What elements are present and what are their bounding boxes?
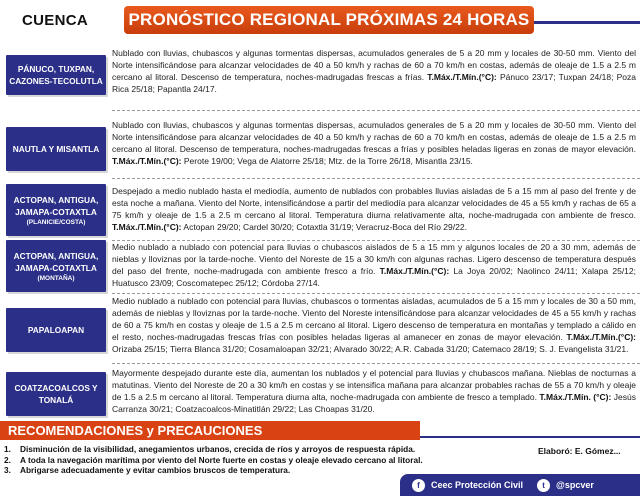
author-credit: Elaboró: E. Gómez... — [538, 446, 621, 456]
forecast-text: Nublado con lluvias, chubascos y algunas tormentas dispersas, acumulados generales de 5 a 20 mm y locales de 30-50 mm. Viento del Norte intensificándose para alcanzar velocidades de 40 a 50 km/h y rachas de 60 a 70 km/h en costas, además de oleaje de 1.5 a 2.5 m cercano al litoral. Descenso de temperatura, noches-madrugadas frescas a frías. T.Máx./T.Mín.(°C): Pánuco 23/17; Tuxpan 24/18; Poza Rica 25/18; Papantla 24/17. — [112, 48, 637, 94]
list-item: 1. Disminución de la visibilidad, anegamientos urbanos, crecida de ríos y arroyos de respuesta rápida. — [4, 444, 416, 454]
twitter-icon[interactable]: t — [537, 479, 550, 492]
org-name[interactable]: Ceec Protección Civil — [431, 480, 524, 490]
region-label: PAPALOAPAN — [6, 308, 106, 352]
forecast-row — [6, 181, 636, 239]
recommendations-divider — [420, 436, 640, 438]
region-label: ACTOPAN, ANTIGUA, JAMAPA-COTAXTLA (MONTAÑA) — [6, 240, 106, 292]
row-separator — [112, 110, 640, 111]
social-handle[interactable]: @spcver — [556, 480, 594, 490]
region-label: NAUTLA Y MISANTLA — [6, 127, 106, 171]
forecast-row — [6, 238, 636, 294]
region-label: PÁNUCO, TUXPAN, CAZONES-TECOLUTLA — [6, 55, 106, 95]
forecast-row — [6, 45, 636, 105]
recommendations-title: RECOMENDACIONES y PRECAUCIONES — [0, 421, 420, 440]
facebook-icon[interactable]: f — [412, 479, 425, 492]
basin-label: CUENCA — [22, 12, 88, 29]
forecast-text: Medio nublado a nublado con potencial para lluvias, chubascos o tormentas aisladas, acumulados de 5 a 15 mm y locales de 30 a 50 mm, además de nieblas y lloviznas por la tarde-noche. Viento del Noreste intensificándose para alcanzar velocidades de 45 a 55 km/h y rachas de 60 a 75 km/h en costas y oleaje de 1.5 a 2.5 m cercano al litoral. Ligero descenso de temperatura en montañas y templado a cálido en el resto, noches-madrugadas frescas frías con posibles heladas ligeras al amanecer en zonas de mayor elevación. T.Máx./T.Mín.(°C): Orizaba 25/15; Tierra Blanca 31/20; Cosamaloapan 32/21; Alvarado 30/22; A.R. Cabada 31/20; Catemaco 28/19; S. J. Evangelista 31/21. — [112, 296, 636, 354]
forecast-row — [6, 117, 636, 179]
recommendations-list — [4, 444, 534, 476]
list-item: 3. Abrigarse adecuadamente y evitar cambios bruscos de temperatura. — [4, 465, 291, 475]
banner-divider — [534, 21, 640, 24]
region-label: COATZACOALCOS Y TONALÁ — [6, 372, 106, 416]
forecast-text: Medio nublado a nublado con potencial para lluvias o chubascos aislados de 5 a 15 mm y algunos locales de 20 a 30 mm, además de nieblas y lloviznas por la tarde-noche. Viento del Noreste de 15 a 30 km/h con algunas rachas. Ligero descenso de temperatura después del paso del frente, noche-madrugada con ambiente fresco a frío. T.Máx./T.Mín.(°C): La Joya 20/02; Naolinco 24/11; Xalapa 25/12; Huatusco 23/09; Coscomatepec 25/12; Córdoba 27/14. — [112, 242, 636, 288]
footer-bar — [400, 474, 640, 496]
forecast-text: Despejado a medio nublado hasta el mediodía, aumento de nublados con probables lluvias aisladas de 5 a 15 mm al paso del frente y de esta noche a mañana. Viento del Norte, intensificándose a partir del mediodía para alcanzar velocidades de 45 a 55 km/h y rachas de 65 a 75 km/h y oleaje de 1.5 a 2.5 m cercano al litoral. Temperatura diurna relativamente alta, noche-madrugada con ambiente de fresco. T.Máx./T.Mín.(°C): Actopan 29/20; Cardel 30/20; Cotaxtla 31/19; Veracruz-Boca del Río 29/22. — [112, 186, 636, 232]
forecast-text: Mayormente despejado durante este día, aumentan los nublados y el potencial para lluvias y chubascos mañana. Nieblas de nocturnas a matutinas. Viento del Noreste de 20 a 30 km/h en costas y se intensifica mañana para alcanzar probables rachas de 55 a 70 km/h y oleaje de 1.5 a 2.5 m cercano al litoral. Temperatura diurna alta, noche-madrugada con ambiente de fresco a templado. T.Máx./T.Mín. (°C): Jesús Carranza 30/21; Coatzacoalcos-Minatitlán 29/22; Las Choapas 31/20. — [112, 368, 636, 414]
region-label: ACTOPAN, ANTIGUA, JAMAPA-COTAXTLA (PLANICIE/COSTA) — [6, 184, 106, 236]
list-item: 2. A toda la navegación marítima por viento del Norte fuerte en costas y oleaje elevado cercano al litoral. — [4, 454, 423, 465]
page-title: PRONÓSTICO REGIONAL PRÓXIMAS 24 HORAS — [124, 6, 534, 34]
forecast-text: Nublado con lluvias, chubascos y algunas tormentas dispersas, acumulados generales de 5 a 20 mm y locales de 30-50 mm. Viento del Norte intensificándose para alcanzar velocidades de 40 a 50 km/h y rachas de 60 a 70 km/h en costas, además de oleaje de 1.5 a 2.5 m cercano al litoral. Descenso de temperatura, noches-madrugadas frescas a frías y posibles heladas ligeras en zonas de mayor elevación. T.Máx./T.Mín.(°C): Perote 19/00; Vega de Alatorre 25/18; Mtz. de la Torre 26/18, Misantla 23/15. — [112, 120, 636, 166]
forecast-row — [6, 364, 636, 420]
forecast-row — [6, 294, 636, 366]
row-separator — [112, 178, 640, 179]
